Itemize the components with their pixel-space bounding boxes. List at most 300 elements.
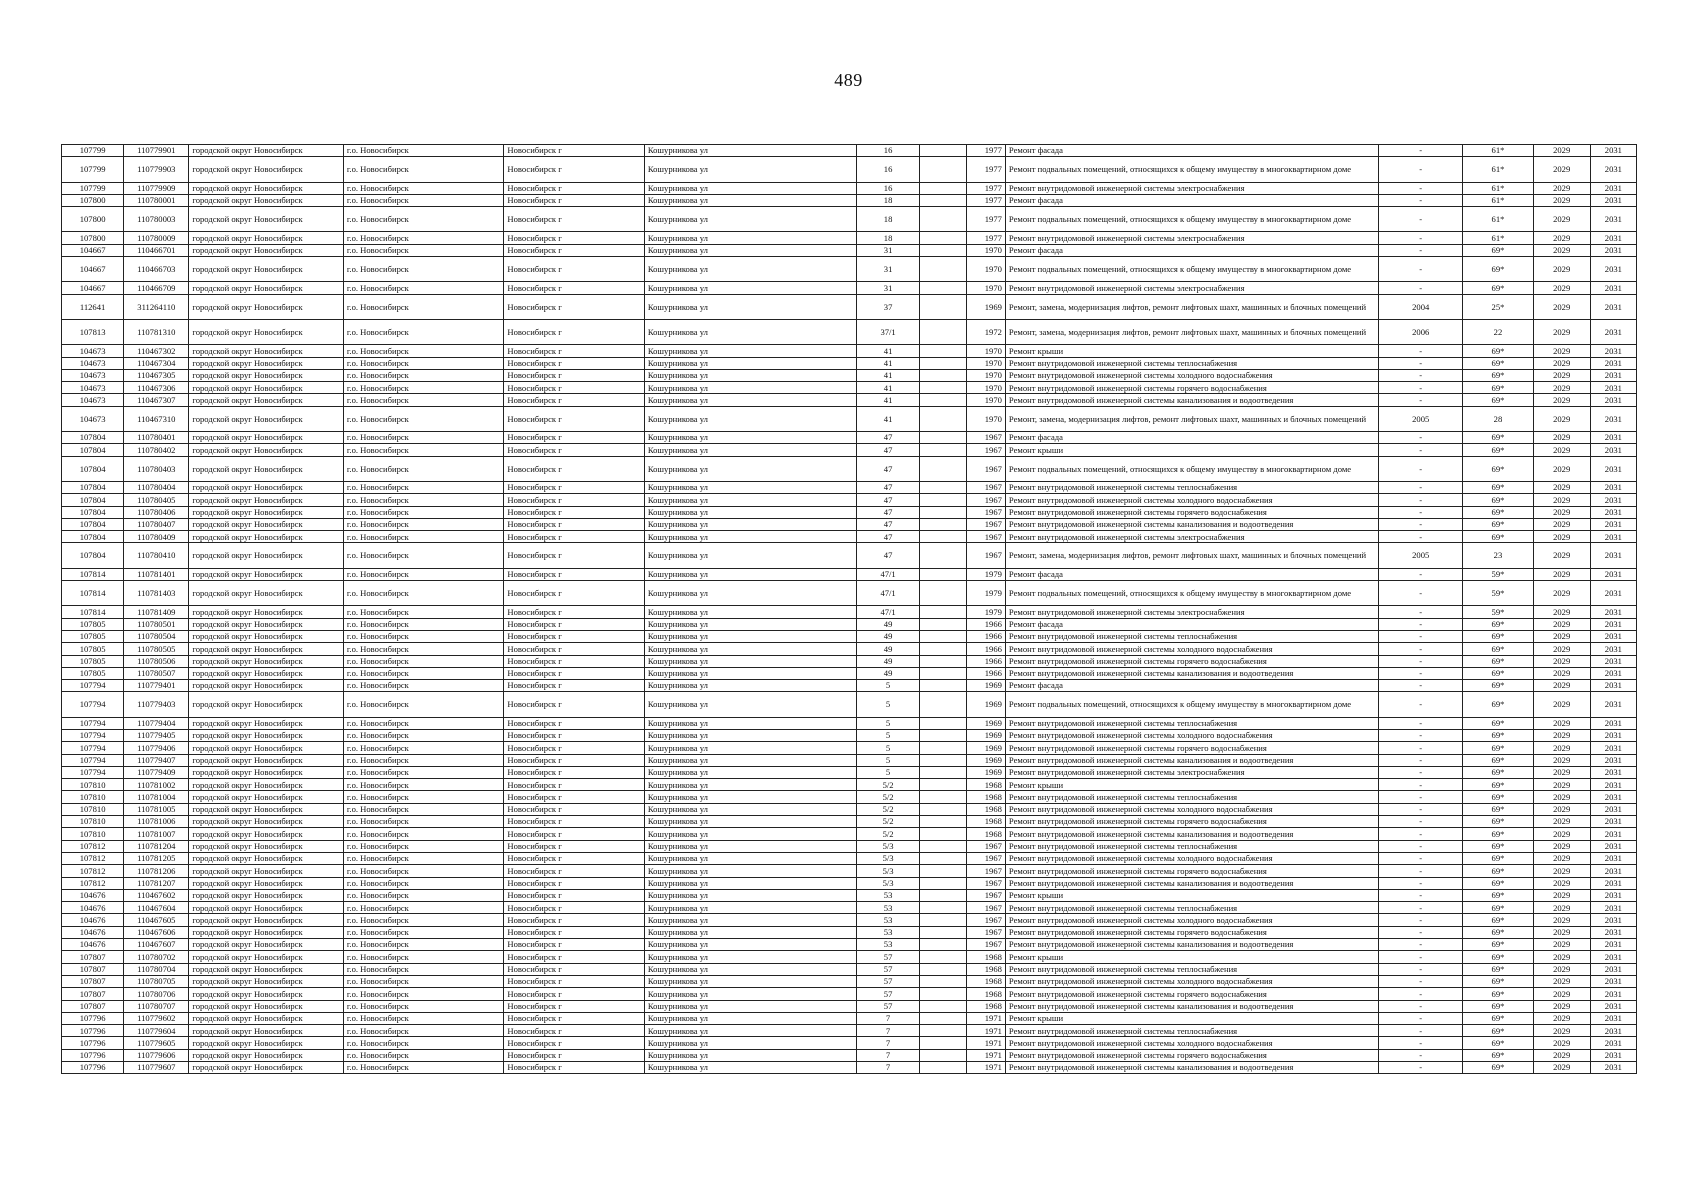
house-id-cell: 107813: [62, 319, 124, 344]
plan-end-cell: 2031: [1590, 406, 1636, 431]
plan-start-cell: 2029: [1533, 742, 1590, 754]
building-cell: [919, 840, 966, 852]
work-id-cell: 110779602: [124, 1012, 189, 1024]
house-number-cell: 53: [857, 926, 919, 938]
work-id-cell: 311264110: [124, 294, 189, 319]
settlement-cell: Новосибирск г: [504, 444, 644, 456]
street-cell: Кошурникова ул: [644, 717, 857, 729]
building-cell: [919, 369, 966, 381]
plan-end-cell: 2031: [1590, 157, 1636, 182]
house-id-cell: 107800: [62, 232, 124, 244]
municipality-cell: г.о. Новосибирск: [343, 877, 504, 889]
plan-end-cell: 2031: [1590, 889, 1636, 901]
work-type-cell: Ремонт, замена, модернизация лифтов, ремонт лифтовых шахт, машинных и блочных помещений: [1005, 294, 1378, 319]
municipal-district-cell: городской округ Новосибирск: [189, 914, 343, 926]
year-built-cell: 1970: [966, 357, 1005, 369]
municipality-cell: г.о. Новосибирск: [343, 988, 504, 1000]
work-type-cell: Ремонт внутридомовой инженерной системы горячего водоснабжения: [1005, 506, 1378, 518]
work-id-cell: 110779401: [124, 680, 189, 692]
plan-end-cell: 2031: [1590, 282, 1636, 294]
table-row: [62, 232, 1637, 244]
table-body: [62, 145, 1637, 1074]
municipal-district-cell: городской округ Новосибирск: [189, 357, 343, 369]
plan-start-cell: 2029: [1533, 618, 1590, 630]
municipal-district-cell: городской округ Новосибирск: [189, 319, 343, 344]
table-row: [62, 865, 1637, 877]
municipality-cell: г.о. Новосибирск: [343, 382, 504, 394]
street-cell: Кошурникова ул: [644, 382, 857, 394]
work-type-cell: Ремонт крыши: [1005, 889, 1378, 901]
plan-end-cell: 2031: [1590, 840, 1636, 852]
work-type-cell: Ремонт внутридомовой инженерной системы холодного водоснабжения: [1005, 975, 1378, 987]
municipality-cell: г.о. Новосибирск: [343, 975, 504, 987]
street-cell: Кошурникова ул: [644, 939, 857, 951]
house-number-cell: 47: [857, 481, 919, 493]
table-row: [62, 531, 1637, 543]
plan-start-cell: 2029: [1533, 294, 1590, 319]
street-cell: Кошурникова ул: [644, 865, 857, 877]
building-cell: [919, 692, 966, 717]
house-number-cell: 47: [857, 506, 919, 518]
settlement-cell: Новосибирск г: [504, 840, 644, 852]
work-id-cell: 110467606: [124, 926, 189, 938]
work-type-cell: Ремонт внутридомовой инженерной системы теплоснабжения: [1005, 630, 1378, 642]
house-number-cell: 57: [857, 1000, 919, 1012]
work-type-cell: Ремонт внутридомовой инженерной системы канализования и водоотведения: [1005, 939, 1378, 951]
house-id-cell: 107805: [62, 630, 124, 642]
work-id-cell: 110781005: [124, 803, 189, 815]
plan-end-cell: 2031: [1590, 655, 1636, 667]
wear-cell: 69*: [1463, 779, 1533, 791]
house-id-cell: 107810: [62, 816, 124, 828]
municipal-district-cell: городской округ Новосибирск: [189, 568, 343, 580]
table-row: [62, 889, 1637, 901]
settlement-cell: Новосибирск г: [504, 717, 644, 729]
municipal-district-cell: городской округ Новосибирск: [189, 182, 343, 194]
work-type-cell: Ремонт внутридомовой инженерной системы электроснабжения: [1005, 282, 1378, 294]
wear-cell: 69*: [1463, 951, 1533, 963]
building-cell: [919, 1049, 966, 1061]
wear-cell: 69*: [1463, 680, 1533, 692]
last-repair-year-cell: -: [1379, 1049, 1463, 1061]
municipal-district-cell: городской округ Новосибирск: [189, 680, 343, 692]
plan-end-cell: 2031: [1590, 902, 1636, 914]
building-cell: [919, 444, 966, 456]
house-id-cell: 107805: [62, 667, 124, 679]
municipality-cell: г.о. Новосибирск: [343, 506, 504, 518]
year-built-cell: 1972: [966, 319, 1005, 344]
wear-cell: 69*: [1463, 1012, 1533, 1024]
settlement-cell: Новосибирск г: [504, 889, 644, 901]
work-type-cell: Ремонт внутридомовой инженерной системы горячего водоснабжения: [1005, 742, 1378, 754]
settlement-cell: Новосибирск г: [504, 369, 644, 381]
municipality-cell: г.о. Новосибирск: [343, 182, 504, 194]
work-id-cell: 110779901: [124, 145, 189, 157]
plan-end-cell: 2031: [1590, 975, 1636, 987]
municipal-district-cell: городской округ Новосибирск: [189, 630, 343, 642]
house-id-cell: 104673: [62, 382, 124, 394]
building-cell: [919, 889, 966, 901]
street-cell: Кошурникова ул: [644, 975, 857, 987]
last-repair-year-cell: -: [1379, 643, 1463, 655]
last-repair-year-cell: -: [1379, 494, 1463, 506]
work-id-cell: 110780410: [124, 543, 189, 568]
municipality-cell: г.о. Новосибирск: [343, 1025, 504, 1037]
plan-start-cell: 2029: [1533, 1037, 1590, 1049]
building-cell: [919, 1012, 966, 1024]
municipality-cell: г.о. Новосибирск: [343, 816, 504, 828]
year-built-cell: 1971: [966, 1062, 1005, 1074]
municipal-district-cell: городской округ Новосибирск: [189, 988, 343, 1000]
work-type-cell: Ремонт подвальных помещений, относящихся к общему имуществу в многоквартирном доме: [1005, 456, 1378, 481]
settlement-cell: Новосибирск г: [504, 926, 644, 938]
house-id-cell: 104667: [62, 244, 124, 256]
plan-end-cell: 2031: [1590, 581, 1636, 606]
building-cell: [919, 902, 966, 914]
year-built-cell: 1979: [966, 581, 1005, 606]
municipal-district-cell: городской округ Новосибирск: [189, 1000, 343, 1012]
settlement-cell: Новосибирск г: [504, 1037, 644, 1049]
street-cell: Кошурникова ул: [644, 543, 857, 568]
municipal-district-cell: городской округ Новосибирск: [189, 531, 343, 543]
plan-start-cell: 2029: [1533, 1012, 1590, 1024]
last-repair-year-cell: -: [1379, 877, 1463, 889]
municipality-cell: г.о. Новосибирск: [343, 294, 504, 319]
last-repair-year-cell: -: [1379, 518, 1463, 530]
year-built-cell: 1977: [966, 207, 1005, 232]
work-type-cell: Ремонт внутридомовой инженерной системы холодного водоснабжения: [1005, 369, 1378, 381]
municipality-cell: г.о. Новосибирск: [343, 766, 504, 778]
year-built-cell: 1969: [966, 692, 1005, 717]
street-cell: Кошурникова ул: [644, 803, 857, 815]
plan-end-cell: 2031: [1590, 294, 1636, 319]
work-id-cell: 110780001: [124, 194, 189, 206]
last-repair-year-cell: -: [1379, 680, 1463, 692]
wear-cell: 69*: [1463, 382, 1533, 394]
plan-end-cell: 2031: [1590, 914, 1636, 926]
settlement-cell: Новосибирск г: [504, 643, 644, 655]
building-cell: [919, 244, 966, 256]
plan-start-cell: 2029: [1533, 182, 1590, 194]
house-number-cell: 31: [857, 244, 919, 256]
plan-end-cell: 2031: [1590, 828, 1636, 840]
settlement-cell: Новосибирск г: [504, 257, 644, 282]
plan-start-cell: 2029: [1533, 889, 1590, 901]
plan-end-cell: 2031: [1590, 257, 1636, 282]
house-id-cell: 104676: [62, 939, 124, 951]
municipality-cell: г.о. Новосибирск: [343, 1062, 504, 1074]
house-number-cell: 16: [857, 157, 919, 182]
building-cell: [919, 406, 966, 431]
table-row: [62, 951, 1637, 963]
municipal-district-cell: городской округ Новосибирск: [189, 852, 343, 864]
plan-start-cell: 2029: [1533, 951, 1590, 963]
wear-cell: 69*: [1463, 1037, 1533, 1049]
house-id-cell: 107799: [62, 182, 124, 194]
house-id-cell: 107794: [62, 680, 124, 692]
building-cell: [919, 717, 966, 729]
year-built-cell: 1968: [966, 963, 1005, 975]
work-id-cell: 110467604: [124, 902, 189, 914]
building-cell: [919, 963, 966, 975]
table-row: [62, 406, 1637, 431]
work-type-cell: Ремонт внутридомовой инженерной системы электроснабжения: [1005, 182, 1378, 194]
municipal-district-cell: городской округ Новосибирск: [189, 244, 343, 256]
table-row: [62, 543, 1637, 568]
wear-cell: 22: [1463, 319, 1533, 344]
work-type-cell: Ремонт внутридомовой инженерной системы канализования и водоотведения: [1005, 877, 1378, 889]
wear-cell: 69*: [1463, 655, 1533, 667]
municipality-cell: г.о. Новосибирск: [343, 643, 504, 655]
house-id-cell: 112641: [62, 294, 124, 319]
plan-end-cell: 2031: [1590, 145, 1636, 157]
wear-cell: 69*: [1463, 754, 1533, 766]
house-id-cell: 107794: [62, 717, 124, 729]
wear-cell: 69*: [1463, 939, 1533, 951]
building-cell: [919, 643, 966, 655]
municipal-district-cell: городской округ Новосибирск: [189, 145, 343, 157]
street-cell: Кошурникова ул: [644, 145, 857, 157]
street-cell: Кошурникова ул: [644, 494, 857, 506]
capital-repair-table: [61, 144, 1637, 1074]
plan-start-cell: 2029: [1533, 581, 1590, 606]
street-cell: Кошурникова ул: [644, 852, 857, 864]
street-cell: Кошурникова ул: [644, 1000, 857, 1012]
work-type-cell: Ремонт внутридомовой инженерной системы теплоснабжения: [1005, 1025, 1378, 1037]
year-built-cell: 1966: [966, 630, 1005, 642]
plan-end-cell: 2031: [1590, 244, 1636, 256]
last-repair-year-cell: 2005: [1379, 543, 1463, 568]
municipality-cell: г.о. Новосибирск: [343, 692, 504, 717]
table-row: [62, 282, 1637, 294]
house-id-cell: 107799: [62, 145, 124, 157]
work-id-cell: 110781310: [124, 319, 189, 344]
work-id-cell: 110779403: [124, 692, 189, 717]
street-cell: Кошурникова ул: [644, 816, 857, 828]
table-row: [62, 568, 1637, 580]
work-type-cell: Ремонт внутридомовой инженерной системы холодного водоснабжения: [1005, 643, 1378, 655]
work-type-cell: Ремонт крыши: [1005, 444, 1378, 456]
settlement-cell: Новосибирск г: [504, 1012, 644, 1024]
building-cell: [919, 257, 966, 282]
municipality-cell: г.о. Новосибирск: [343, 444, 504, 456]
municipal-district-cell: городской округ Новосибирск: [189, 282, 343, 294]
house-id-cell: 104673: [62, 369, 124, 381]
work-type-cell: Ремонт внутридомовой инженерной системы канализования и водоотведения: [1005, 754, 1378, 766]
wear-cell: 69*: [1463, 618, 1533, 630]
house-number-cell: 53: [857, 902, 919, 914]
street-cell: Кошурникова ул: [644, 531, 857, 543]
settlement-cell: Новосибирск г: [504, 902, 644, 914]
house-id-cell: 107794: [62, 754, 124, 766]
wear-cell: 69*: [1463, 791, 1533, 803]
plan-end-cell: 2031: [1590, 182, 1636, 194]
plan-end-cell: 2031: [1590, 1037, 1636, 1049]
last-repair-year-cell: -: [1379, 655, 1463, 667]
municipality-cell: г.о. Новосибирск: [343, 889, 504, 901]
house-number-cell: 53: [857, 914, 919, 926]
plan-end-cell: 2031: [1590, 803, 1636, 815]
settlement-cell: Новосибирск г: [504, 852, 644, 864]
plan-end-cell: 2031: [1590, 692, 1636, 717]
plan-start-cell: 2029: [1533, 194, 1590, 206]
wear-cell: 69*: [1463, 975, 1533, 987]
wear-cell: 61*: [1463, 145, 1533, 157]
wear-cell: 69*: [1463, 816, 1533, 828]
work-id-cell: 110467307: [124, 394, 189, 406]
municipal-district-cell: городской округ Новосибирск: [189, 816, 343, 828]
work-id-cell: 110781004: [124, 791, 189, 803]
wear-cell: 69*: [1463, 889, 1533, 901]
work-type-cell: Ремонт подвальных помещений, относящихся к общему имуществу в многоквартирном доме: [1005, 207, 1378, 232]
settlement-cell: Новосибирск г: [504, 157, 644, 182]
plan-end-cell: 2031: [1590, 506, 1636, 518]
work-type-cell: Ремонт внутридомовой инженерной системы холодного водоснабжения: [1005, 1037, 1378, 1049]
plan-end-cell: 2031: [1590, 766, 1636, 778]
street-cell: Кошурникова ул: [644, 655, 857, 667]
plan-start-cell: 2029: [1533, 803, 1590, 815]
table-row: [62, 816, 1637, 828]
last-repair-year-cell: -: [1379, 568, 1463, 580]
last-repair-year-cell: -: [1379, 345, 1463, 357]
house-number-cell: 37: [857, 294, 919, 319]
building-cell: [919, 394, 966, 406]
work-id-cell: 110780705: [124, 975, 189, 987]
last-repair-year-cell: -: [1379, 840, 1463, 852]
year-built-cell: 1969: [966, 766, 1005, 778]
year-built-cell: 1967: [966, 444, 1005, 456]
work-type-cell: Ремонт внутридомовой инженерной системы электроснабжения: [1005, 766, 1378, 778]
plan-start-cell: 2029: [1533, 975, 1590, 987]
work-type-cell: Ремонт внутридомовой инженерной системы канализования и водоотведения: [1005, 518, 1378, 530]
table-row: [62, 902, 1637, 914]
plan-start-cell: 2029: [1533, 357, 1590, 369]
municipal-district-cell: городской округ Новосибирск: [189, 803, 343, 815]
year-built-cell: 1970: [966, 394, 1005, 406]
last-repair-year-cell: -: [1379, 1012, 1463, 1024]
municipality-cell: г.о. Новосибирск: [343, 518, 504, 530]
plan-end-cell: 2031: [1590, 963, 1636, 975]
house-number-cell: 5: [857, 766, 919, 778]
settlement-cell: Новосибирск г: [504, 432, 644, 444]
building-cell: [919, 680, 966, 692]
work-id-cell: 110467306: [124, 382, 189, 394]
year-built-cell: 1979: [966, 568, 1005, 580]
municipal-district-cell: городской округ Новосибирск: [189, 345, 343, 357]
street-cell: Кошурникова ул: [644, 618, 857, 630]
last-repair-year-cell: -: [1379, 852, 1463, 864]
settlement-cell: Новосибирск г: [504, 1025, 644, 1037]
municipality-cell: г.о. Новосибирск: [343, 1000, 504, 1012]
street-cell: Кошурникова ул: [644, 345, 857, 357]
work-id-cell: 110779606: [124, 1049, 189, 1061]
street-cell: Кошурникова ул: [644, 481, 857, 493]
last-repair-year-cell: -: [1379, 606, 1463, 618]
work-id-cell: 110779409: [124, 766, 189, 778]
settlement-cell: Новосибирск г: [504, 766, 644, 778]
settlement-cell: Новосибирск г: [504, 456, 644, 481]
last-repair-year-cell: -: [1379, 667, 1463, 679]
house-number-cell: 5/3: [857, 840, 919, 852]
wear-cell: 69*: [1463, 643, 1533, 655]
year-built-cell: 1968: [966, 951, 1005, 963]
house-number-cell: 41: [857, 345, 919, 357]
municipality-cell: г.о. Новосибирск: [343, 754, 504, 766]
last-repair-year-cell: -: [1379, 963, 1463, 975]
house-number-cell: 49: [857, 630, 919, 642]
municipal-district-cell: городской округ Новосибирск: [189, 432, 343, 444]
municipality-cell: г.о. Новосибирск: [343, 406, 504, 431]
work-id-cell: 110466701: [124, 244, 189, 256]
plan-start-cell: 2029: [1533, 282, 1590, 294]
wear-cell: 23: [1463, 543, 1533, 568]
last-repair-year-cell: -: [1379, 951, 1463, 963]
last-repair-year-cell: -: [1379, 902, 1463, 914]
work-id-cell: 110781006: [124, 816, 189, 828]
work-id-cell: 110781207: [124, 877, 189, 889]
settlement-cell: Новосибирск г: [504, 481, 644, 493]
house-id-cell: 104676: [62, 902, 124, 914]
table-row: [62, 680, 1637, 692]
house-number-cell: 5/2: [857, 803, 919, 815]
plan-end-cell: 2031: [1590, 494, 1636, 506]
last-repair-year-cell: -: [1379, 939, 1463, 951]
plan-start-cell: 2029: [1533, 988, 1590, 1000]
year-built-cell: 1968: [966, 988, 1005, 1000]
municipal-district-cell: городской округ Новосибирск: [189, 207, 343, 232]
plan-start-cell: 2029: [1533, 840, 1590, 852]
year-built-cell: 1971: [966, 1025, 1005, 1037]
street-cell: Кошурникова ул: [644, 742, 857, 754]
municipality-cell: г.о. Новосибирск: [343, 840, 504, 852]
last-repair-year-cell: -: [1379, 779, 1463, 791]
plan-start-cell: 2029: [1533, 531, 1590, 543]
table-row: [62, 444, 1637, 456]
table-row: [62, 244, 1637, 256]
plan-end-cell: 2031: [1590, 791, 1636, 803]
building-cell: [919, 988, 966, 1000]
street-cell: Кошурникова ул: [644, 182, 857, 194]
work-id-cell: 110779607: [124, 1062, 189, 1074]
last-repair-year-cell: -: [1379, 382, 1463, 394]
work-id-cell: 110780707: [124, 1000, 189, 1012]
settlement-cell: Новосибирск г: [504, 816, 644, 828]
plan-end-cell: 2031: [1590, 1025, 1636, 1037]
year-built-cell: 1967: [966, 852, 1005, 864]
house-number-cell: 41: [857, 357, 919, 369]
municipality-cell: г.о. Новосибирск: [343, 531, 504, 543]
table-row: [62, 1000, 1637, 1012]
municipality-cell: г.о. Новосибирск: [343, 282, 504, 294]
table-row: [62, 729, 1637, 741]
settlement-cell: Новосибирск г: [504, 568, 644, 580]
plan-end-cell: 2031: [1590, 432, 1636, 444]
table-row: [62, 643, 1637, 655]
house-number-cell: 57: [857, 963, 919, 975]
plan-start-cell: 2029: [1533, 244, 1590, 256]
last-repair-year-cell: -: [1379, 157, 1463, 182]
street-cell: Кошурникова ул: [644, 257, 857, 282]
work-id-cell: 110781002: [124, 779, 189, 791]
work-type-cell: Ремонт внутридомовой инженерной системы холодного водоснабжения: [1005, 729, 1378, 741]
year-built-cell: 1977: [966, 194, 1005, 206]
municipal-district-cell: городской округ Новосибирск: [189, 382, 343, 394]
settlement-cell: Новосибирск г: [504, 282, 644, 294]
work-id-cell: 110467305: [124, 369, 189, 381]
house-id-cell: 107814: [62, 606, 124, 618]
house-number-cell: 57: [857, 951, 919, 963]
table-row: [62, 369, 1637, 381]
